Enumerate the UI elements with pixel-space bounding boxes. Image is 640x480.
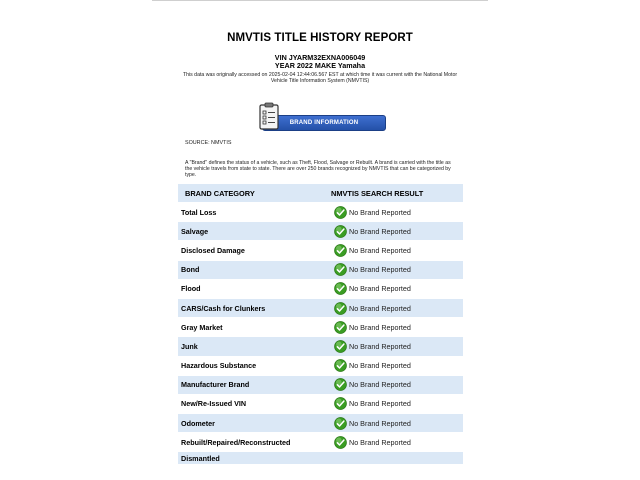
search-result-text: No Brand Reported [349,418,411,428]
brand-category-cell: Disclosed Damage [178,241,331,260]
search-result-cell [331,241,463,260]
check-icon [334,302,347,315]
search-result-text: No Brand Reported [349,303,411,313]
year-make-line: YEAR 2022 MAKE Yamaha [274,61,366,70]
table-row [178,260,463,279]
table-row [178,222,463,241]
search-result-header-label: NMVTIS SEARCH RESULT [331,188,424,198]
search-result-cell [331,394,463,413]
search-result-cell [331,318,463,337]
clipboard-icon [258,102,280,130]
brand-category-cell: Flood [178,279,331,298]
table-row [178,433,463,452]
search-result-text: No Brand Reported [349,226,411,236]
search-result-header [331,184,463,203]
search-result-text: No Brand Reported [349,437,411,447]
brand-category-cell: Hazardous Substance [178,356,331,375]
brand-category-cell: Odometer [178,414,331,433]
brand-category-cell: Salvage [178,222,331,241]
check-icon [334,436,347,449]
search-result-text: No Brand Reported [349,207,411,217]
search-result-cell [331,452,463,465]
brand-category-cell: CARS/Cash for Clunkers [178,298,331,317]
brand-table [178,184,463,465]
check-icon [334,206,347,219]
search-result-cell [331,375,463,394]
table-row [178,279,463,298]
brand-information-header [256,102,386,132]
vin-line: VIN JYARM32EXNA006049 [274,53,366,62]
brand-category-header: BRAND CATEGORY [178,184,331,203]
table-row [178,318,463,337]
table-row [178,394,463,413]
search-result-text: No Brand Reported [349,245,411,255]
check-icon [334,321,347,334]
table-row [178,414,463,433]
search-result-text: No Brand Reported [349,399,411,409]
top-divider [152,0,488,1]
check-icon [334,417,347,430]
table-row [178,203,463,222]
search-result-cell [331,433,463,452]
check-icon [334,397,347,410]
table-row [178,356,463,375]
table-row [178,298,463,317]
source-label: SOURCE: NMVTIS [185,140,232,146]
check-icon [334,225,347,238]
search-result-cell [331,356,463,375]
brand-category-cell: New/Re-Issued VIN [178,394,331,413]
brand-information-button[interactable]: BRAND INFORMATION [262,115,386,131]
brand-category-cell: Manufacturer Brand [178,375,331,394]
check-icon [334,359,347,372]
check-icon [334,340,347,353]
search-result-text: No Brand Reported [349,284,411,294]
table-row [178,337,463,356]
search-result-cell [331,203,463,222]
brand-category-cell: Dismantled [178,452,331,465]
search-result-text: No Brand Reported [349,265,411,275]
check-icon [334,244,347,257]
search-result-cell [331,298,463,317]
brand-category-cell: Bond [178,260,331,279]
search-result-text: No Brand Reported [349,322,411,332]
brand-category-cell: Rebuilt/Repaired/Reconstructed [178,433,331,452]
table-header-row [178,184,463,203]
brand-category-cell: Total Loss [178,203,331,222]
search-result-text: No Brand Reported [349,380,411,390]
check-icon [334,378,347,391]
search-result-text: No Brand Reported [349,341,411,351]
search-result-cell [331,222,463,241]
search-result-cell [331,260,463,279]
brand-category-cell: Junk [178,337,331,356]
table-row [178,241,463,260]
table-row [178,375,463,394]
search-result-cell [331,414,463,433]
check-icon [334,282,347,295]
search-result-text: No Brand Reported [349,361,411,371]
brand-rows [178,203,463,465]
brand-category-cell: Gray Market [178,318,331,337]
brand-definition: A "Brand" defines the status of a vehicle, such as Theft, Flood, Salvage or Rebuilt. A brand is carried with the title as the vehicle travels from state to state. There are over 250 brands recognized by NMVTIS that can be categorized by type. [185,160,451,178]
report-title: NMVTIS TITLE HISTORY REPORT [227,32,413,44]
table-row [178,452,463,465]
access-note: This data was originally accessed on 2025-02-04 12:44:06.567 EST at which time it was current with the National Motor Vehicle Title Information System (NMVTIS) [182,72,458,85]
search-result-cell [331,337,463,356]
search-result-cell [331,279,463,298]
check-icon [334,263,347,276]
